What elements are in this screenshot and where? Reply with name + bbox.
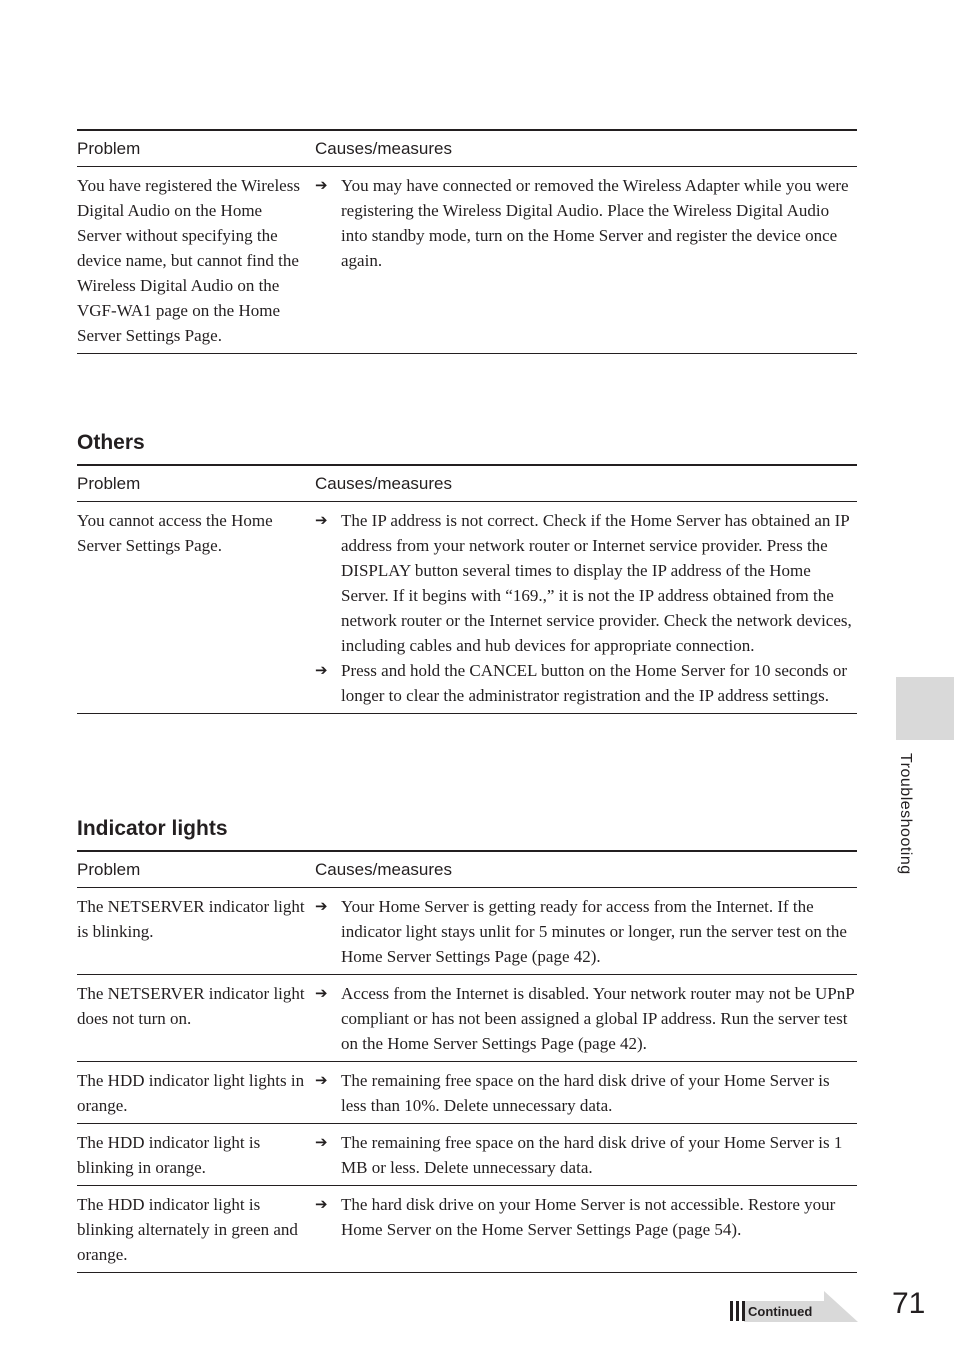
problem-table	[77, 129, 857, 354]
measures-cell	[315, 975, 857, 1062]
problem-cell: You have registered the Wireless Digital Audio on the Home Server without specifying the device name, but cannot find the Wireless Digital Audio on the VGF-WA1 page on the Home Server Settings Page.	[77, 167, 315, 354]
measure-item	[315, 1192, 857, 1242]
measure-text: The IP address is not correct. Check if the Home Server has obtained an IP address from your network router or Internet service provider. Press the DISPLAY button several times to display the IP address of the Home Server. If it begins with “169.,” it is not the IP address obtained from the network router or the Internet service provider. Check the network devices, including cables and hub devices for appropriate connection.	[341, 511, 852, 655]
side-tab-label: Troubleshooting	[897, 753, 914, 875]
measures-cell	[315, 1124, 857, 1186]
continued-marker	[728, 1291, 858, 1322]
problem-cell: The NETSERVER indicator light does not turn on.	[77, 975, 315, 1062]
header-problem: Problem	[77, 130, 315, 167]
measure-item	[315, 1068, 857, 1118]
table-header-row	[77, 130, 857, 167]
measures-cell	[315, 167, 857, 354]
problem-cell: The NETSERVER indicator light is blinking.	[77, 888, 315, 975]
measure-item	[315, 981, 857, 1056]
arrow-right-icon: ➔	[315, 1195, 328, 1213]
problem-table	[77, 464, 857, 714]
measure-text: The remaining free space on the hard disk drive of your Home Server is 1 MB or less. Delete unnecessary data.	[341, 1133, 843, 1177]
section-others	[77, 430, 857, 714]
section-heading: Indicator lights	[77, 817, 228, 840]
problem-cell: The HDD indicator light lights in orange.	[77, 1062, 315, 1124]
arrow-right-icon: ➔	[315, 1133, 328, 1151]
arrow-right-icon: ➔	[315, 176, 328, 194]
measures-cell	[315, 888, 857, 975]
measure-item	[315, 508, 857, 658]
page-number: 71	[892, 1287, 926, 1320]
measure-item	[315, 173, 857, 273]
section-heading: Others	[77, 431, 145, 454]
measure-item	[315, 894, 857, 969]
header-problem: Problem	[77, 851, 315, 888]
measure-text: Press and hold the CANCEL button on the Home Server for 10 seconds or longer to clear the administrator registration and the IP address settings.	[341, 661, 847, 705]
header-causes-measures: Causes/measures	[315, 851, 857, 888]
measures-cell	[315, 1186, 857, 1273]
side-tab	[896, 677, 954, 740]
problem-cell: You cannot access the Home Server Settings Page.	[77, 502, 315, 714]
measure-text: The remaining free space on the hard disk drive of your Home Server is less than 10%. Delete unnecessary data.	[341, 1071, 830, 1115]
table-row	[77, 888, 857, 975]
arrow-right-icon: ➔	[315, 1071, 328, 1089]
problem-cell: The HDD indicator light is blinking alternately in green and orange.	[77, 1186, 315, 1273]
arrow-right-icon: ➔	[315, 511, 328, 529]
arrow-right-icon: ➔	[315, 984, 328, 1002]
measure-text: The hard disk drive on your Home Server is not accessible. Restore your Home Server on the Home Server Settings Page (page 54).	[341, 1195, 836, 1239]
arrow-right-icon: ➔	[315, 897, 328, 915]
table-row	[77, 1186, 857, 1273]
measures-cell	[315, 1062, 857, 1124]
problem-cell: The HDD indicator light is blinking in orange.	[77, 1124, 315, 1186]
table-row	[77, 975, 857, 1062]
measure-text: Your Home Server is getting ready for access from the Internet. If the indicator light stays unlit for 5 minutes or longer, run the server test on the Home Server Settings Page (page 42).	[341, 897, 847, 966]
table-row	[77, 1062, 857, 1124]
measure-item	[315, 658, 857, 708]
section-wireless-audio	[77, 129, 857, 354]
header-causes-measures: Causes/measures	[315, 465, 857, 502]
table-header-row	[77, 851, 857, 888]
measure-text: Access from the Internet is disabled. Your network router may not be UPnP compliant or has not been assigned a global IP address. Run the server test on the Home Server Settings Page (page 42).	[341, 984, 855, 1053]
table-row	[77, 502, 857, 714]
measure-text: You may have connected or removed the Wireless Adapter while you were registering the Wireless Digital Audio. Place the Wireless Digital Audio into standby mode, turn on the Home Server and register the device once again.	[341, 176, 849, 270]
header-problem: Problem	[77, 465, 315, 502]
table-row	[77, 1124, 857, 1186]
measure-item	[315, 1130, 857, 1180]
table-row	[77, 167, 857, 354]
measures-cell	[315, 502, 857, 714]
continued-label: Continued	[748, 1304, 813, 1319]
section-indicator-lights	[77, 816, 857, 1273]
arrow-right-icon: ➔	[315, 661, 328, 679]
problem-table	[77, 850, 857, 1273]
header-causes-measures: Causes/measures	[315, 130, 857, 167]
table-header-row	[77, 465, 857, 502]
